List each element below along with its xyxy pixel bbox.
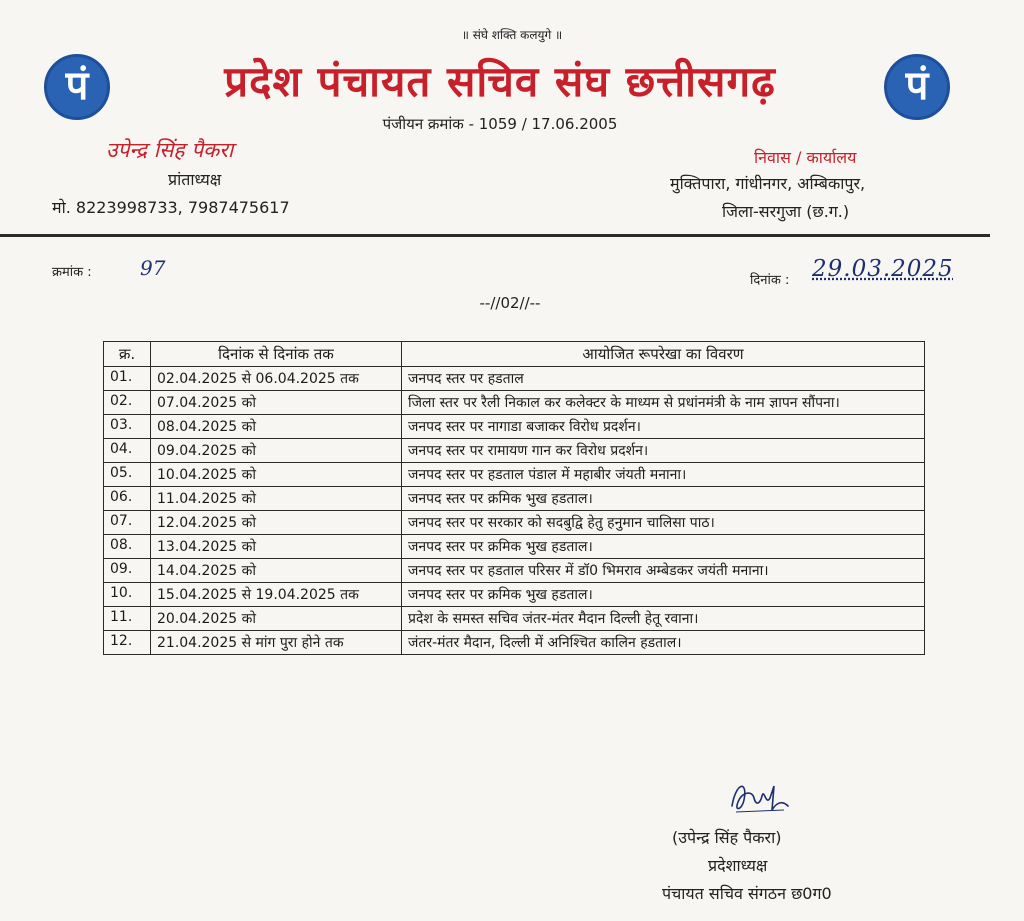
- table-row: [104, 535, 925, 559]
- signatory-name: (उपेन्द्र सिंह पैकरा): [672, 828, 782, 847]
- table-row: [104, 463, 925, 487]
- reference-number: 97: [140, 256, 166, 280]
- table-row: [104, 511, 925, 535]
- col-header-serial: क्र.: [104, 342, 151, 367]
- signatory-title: प्रदेशाध्यक्ष: [708, 856, 768, 875]
- logo-glyph: पं: [65, 63, 89, 109]
- row-description: जनपद स्तर पर क्रमिक भुख हडताल।: [402, 535, 925, 559]
- logo-glyph: पं: [905, 63, 929, 109]
- header-divider: [0, 234, 990, 237]
- row-description: जनपद स्तर पर रामायण गान कर विरोध प्रदर्शन।: [402, 439, 925, 463]
- row-date-range: 21.04.2025 से मांग पुरा होने तक: [151, 631, 402, 655]
- row-description: जनपद स्तर पर हडताल परिसर में डॉ0 भिमराव अम्बेडकर जयंती मनाना।: [402, 559, 925, 583]
- row-serial: 11.: [104, 607, 151, 631]
- table-row: [104, 367, 925, 391]
- address-line-1: मुक्तिपारा, गांधीनगर, अम्बिकापुर,: [670, 174, 866, 193]
- table-row: [104, 631, 925, 655]
- reference-label: क्रमांक :: [52, 265, 92, 280]
- table-header-row: [104, 342, 925, 367]
- row-serial: 08.: [104, 535, 151, 559]
- row-description: जिला स्तर पर रैली निकाल कर कलेक्टर के माध्यम से प्रधांनमंत्री के नाम ज्ञापन सौंपना।: [402, 391, 925, 415]
- col-header-date-range: दिनांक से दिनांक तक: [151, 342, 402, 367]
- col-header-description: आयोजित रूपरेखा का विवरण: [402, 342, 925, 367]
- row-date-range: 11.04.2025 को: [151, 487, 402, 511]
- row-date-range: 02.04.2025 से 06.04.2025 तक: [151, 367, 402, 391]
- motto: ॥ संघे शक्ति कलयुगे ॥: [461, 28, 563, 42]
- signatory-organization: पंचायत सचिव संगठन छ0ग0: [662, 884, 832, 903]
- org-logo-right: [884, 54, 950, 120]
- row-date-range: 07.04.2025 को: [151, 391, 402, 415]
- schedule-table: [103, 341, 925, 655]
- table-row: [104, 415, 925, 439]
- schedule-rows: [104, 367, 925, 655]
- row-date-range: 20.04.2025 को: [151, 607, 402, 631]
- row-serial: 12.: [104, 631, 151, 655]
- row-serial: 02.: [104, 391, 151, 415]
- row-date-range: 10.04.2025 को: [151, 463, 402, 487]
- address-line-2: जिला-सरगुजा (छ.ग.): [722, 202, 850, 221]
- row-serial: 03.: [104, 415, 151, 439]
- row-description: जनपद स्तर पर हडताल: [402, 367, 925, 391]
- row-serial: 10.: [104, 583, 151, 607]
- org-logo-left: [44, 54, 110, 120]
- president-title: प्रांताध्यक्ष: [168, 170, 222, 189]
- table-row: [104, 607, 925, 631]
- table-row: [104, 391, 925, 415]
- president-name: उपेन्द्र सिंह पैकरा: [106, 138, 234, 162]
- row-serial: 06.: [104, 487, 151, 511]
- table-row: [104, 583, 925, 607]
- row-description: जनपद स्तर पर सरकार को सदबुद्वि हेतु हनुमान चालिसा पाठ।: [402, 511, 925, 535]
- table-row: [104, 439, 925, 463]
- row-description: जनपद स्तर पर क्रमिक भुख हडताल।: [402, 583, 925, 607]
- row-date-range: 08.04.2025 को: [151, 415, 402, 439]
- table-row: [104, 559, 925, 583]
- row-date-range: 15.04.2025 से 19.04.2025 तक: [151, 583, 402, 607]
- date-label: दिनांक :: [750, 273, 790, 288]
- row-serial: 04.: [104, 439, 151, 463]
- row-date-range: 14.04.2025 को: [151, 559, 402, 583]
- page-marker: --//02//--: [479, 294, 541, 312]
- letter-date: 29.03.2025: [812, 256, 954, 282]
- row-description: जनपद स्तर पर हडताल पंडाल में महाबीर जंयती मनाना।: [402, 463, 925, 487]
- organization-name: प्रदेश पंचायत सचिव संघ छत्तीसगढ़: [224, 57, 776, 106]
- mobile-numbers: मो. 8223998733, 7987475617: [52, 198, 290, 217]
- row-date-range: 13.04.2025 को: [151, 535, 402, 559]
- row-date-range: 09.04.2025 को: [151, 439, 402, 463]
- office-label: निवास / कार्यालय: [754, 148, 857, 167]
- table-row: [104, 487, 925, 511]
- row-serial: 09.: [104, 559, 151, 583]
- row-date-range: 12.04.2025 को: [151, 511, 402, 535]
- row-description: जंतर-मंतर मैदान, दिल्ली में अनिश्चित कालिन हडताल।: [402, 631, 925, 655]
- registration-number: पंजीयन क्रमांक - 1059 / 17.06.2005: [382, 115, 618, 133]
- signature: [726, 776, 796, 818]
- row-description: प्रदेश के समस्त सचिव जंतर-मंतर मैदान दिल्ली हेतू रवाना।: [402, 607, 925, 631]
- row-serial: 01.: [104, 367, 151, 391]
- row-description: जनपद स्तर पर नागाडा बजाकर विरोध प्रदर्शन।: [402, 415, 925, 439]
- row-serial: 05.: [104, 463, 151, 487]
- row-description: जनपद स्तर पर क्रमिक भुख हडताल।: [402, 487, 925, 511]
- row-serial: 07.: [104, 511, 151, 535]
